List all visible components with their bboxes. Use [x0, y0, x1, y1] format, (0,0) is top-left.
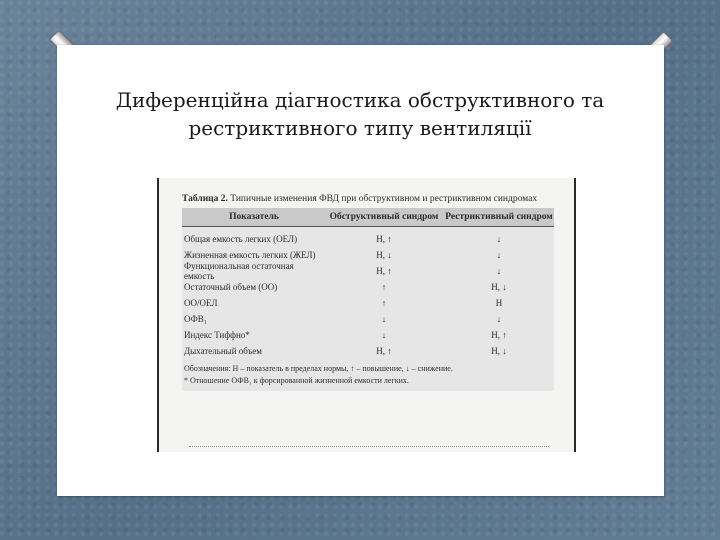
row-obstructive: ↑ [381, 298, 387, 308]
row-obstructive: ↑ [381, 282, 387, 292]
row-restrictive: Н, ↓ [491, 346, 507, 356]
row-obstructive: ↓ [381, 330, 387, 340]
scanned-table-image [157, 178, 576, 452]
row-indicator: Дыхательный объем [184, 346, 262, 356]
row-restrictive: Н [495, 298, 503, 308]
table-row [182, 279, 554, 295]
row-restrictive: ↓ [496, 266, 502, 276]
table-row [182, 295, 554, 311]
table-footnotes [182, 361, 554, 391]
row-indicator: Функциональная остаточная емкость [184, 261, 294, 281]
row-obstructive: Н, ↑ [376, 234, 392, 244]
row-indicator: Индекс Тиффно* [184, 330, 250, 340]
row-obstructive: Н, ↑ [376, 346, 392, 356]
row-obstructive: Н, ↓ [376, 250, 392, 260]
row-indicator: Остаточный объем (ОО) [184, 282, 278, 292]
header-indicator: Показатель [229, 212, 279, 222]
row-restrictive: Н, ↓ [491, 282, 507, 292]
title-line-2: рестриктивного типу вентиляції [188, 116, 532, 140]
header-obstructive: Обструктивный синдром [329, 212, 439, 222]
table-header [182, 208, 554, 227]
table-row [182, 263, 554, 279]
row-restrictive: ↓ [496, 234, 502, 244]
row-obstructive: Н, ↑ [376, 266, 392, 276]
row-indicator: ОФВ₁ [184, 314, 207, 324]
cropped-text-edge [189, 446, 549, 451]
row-restrictive: ↓ [496, 314, 502, 324]
row-obstructive: ↓ [381, 314, 387, 324]
table-row [182, 327, 554, 343]
table-row [182, 311, 554, 327]
table-row [182, 231, 554, 247]
slide-title [110, 86, 610, 142]
footnote-legend: Обозначения: Н – показатель в пределах нормы, ↑ – повышение, ↓ – снижение. [184, 364, 453, 373]
table-row [182, 343, 554, 359]
table [182, 194, 554, 391]
table-caption-label: Таблица 2. [182, 194, 228, 204]
title-line-1: Диференційна діагностика обструктивного та [115, 88, 605, 112]
table-caption [182, 194, 554, 204]
row-indicator: ОО/ОЕЛ [184, 298, 218, 308]
row-indicator: Общая емкость легких (ОЕЛ) [184, 234, 298, 244]
header-restrictive: Рестриктивный синдром [445, 212, 553, 222]
table-body [182, 227, 554, 361]
row-indicator: Жизненная емкость легких (ЖЕЛ) [184, 250, 316, 260]
table-caption-text: Типичные изменения ФВД при обструктивном и рестриктивном синдромах [230, 194, 538, 204]
row-restrictive: Н, ↑ [491, 330, 507, 340]
footnote-tiffeneau: * Отношение ОФВ₁ к форсированной жизненной емкости легких. [184, 376, 409, 385]
row-restrictive: ↓ [496, 250, 502, 260]
